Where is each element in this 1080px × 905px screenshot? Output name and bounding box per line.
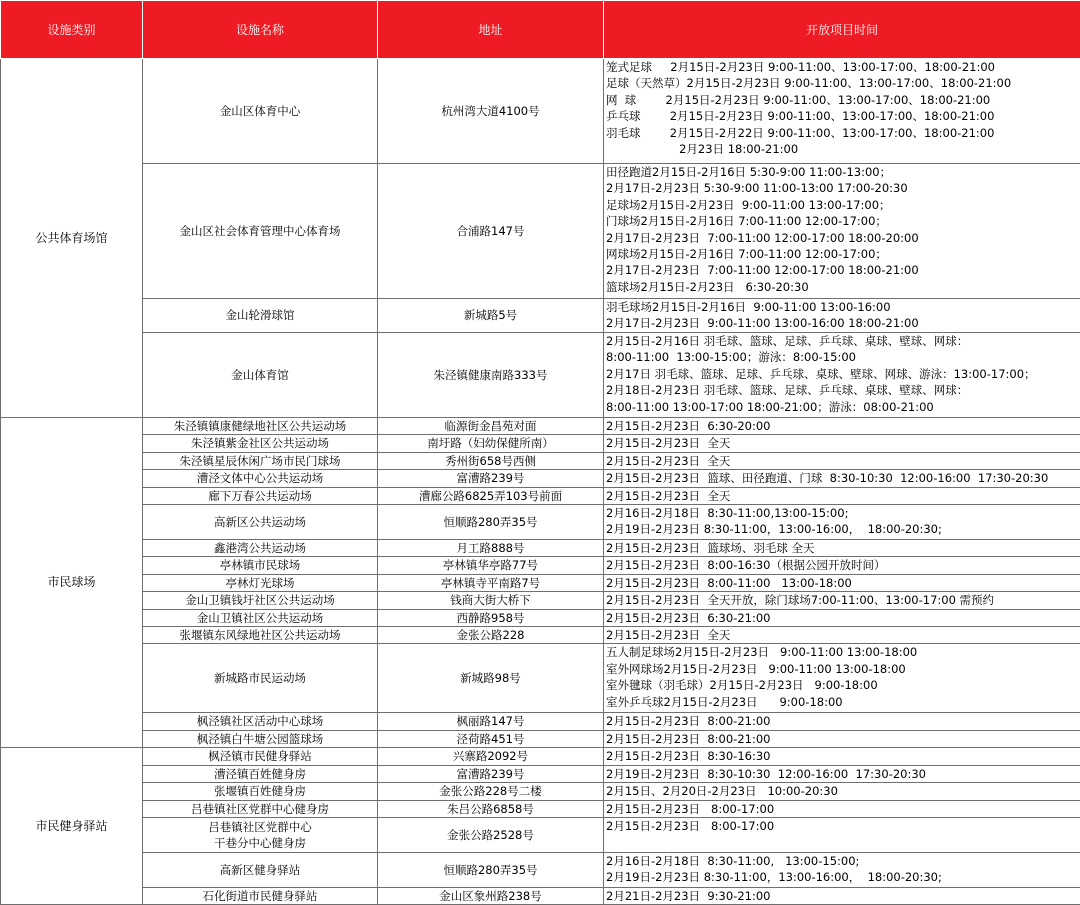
address-cell: 兴寨路2092号 — [378, 748, 604, 765]
category-cell: 公共体育场馆 — [1, 59, 143, 418]
facility-name-cell — [143, 800, 378, 817]
address-cell: 恒顺路280弄35号 — [378, 505, 604, 540]
header-category: 设施类别 — [1, 1, 143, 59]
time-line: 2月15日-2月23日 全天开放，除门球场7:00-11:00、13:00-17:00 需预约 — [606, 592, 1080, 608]
facility-name-cell — [143, 887, 378, 904]
facility-name-cell — [143, 574, 378, 591]
table-row — [1, 852, 1080, 887]
facility-name-cell — [143, 817, 378, 852]
open-time-cell — [604, 609, 1080, 626]
table-row — [1, 557, 1080, 574]
time-line: 2月16日-2月18日 8:30-11:00,13:00-15:00; — [606, 505, 1080, 521]
category-cell: 市民球场 — [1, 418, 143, 748]
time-line: 室外毽球（羽毛球）2月15日-2月23日 9:00-18:00 — [606, 677, 1080, 693]
time-line: 2月15日-2月16日 羽毛球、篮球、足球、乒乓球、桌球、壁球、网球： — [606, 333, 1080, 349]
facility-name-line: 金山区体育中心 — [145, 103, 375, 119]
table-row — [1, 817, 1080, 852]
open-time-cell — [604, 418, 1080, 435]
time-line: 羽毛球场2月15日-2月16日 9:00-11:00 13:00-16:00 — [606, 299, 1080, 315]
time-line: 2月19日-2月23日 8:30-10:30 12:00-16:00 17:30-20:30 — [606, 766, 1080, 782]
facility-name-cell — [143, 783, 378, 800]
address-cell: 新城路5号 — [378, 299, 604, 333]
address-cell: 亭林镇华亭路77号 — [378, 557, 604, 574]
facility-name-line: 漕泾镇百姓健身房 — [145, 766, 375, 782]
time-line: 2月21日-2月23日 9:30-21:00 — [606, 888, 1080, 904]
time-line: 2月15日-2月23日 6:30-20:00 — [606, 418, 1080, 434]
open-time-cell — [604, 574, 1080, 591]
facility-name-cell — [143, 333, 378, 418]
time-line: 2月15日-2月23日 8:00-11:00 13:00-18:00 — [606, 575, 1080, 591]
time-line: 2月15日-2月23日 6:30-21:00 — [606, 610, 1080, 626]
address-cell: 合浦路147号 — [378, 164, 604, 299]
time-line: 羽毛球 2月15日-2月22日 9:00-11:00、13:00-17:00、18:00-21:00 — [606, 125, 1080, 141]
header-facility-name: 设施名称 — [143, 1, 378, 59]
time-line: 田径跑道2月15日-2月16日 5:30-9:00 11:00-13:00； — [606, 164, 1080, 180]
open-time-cell — [604, 333, 1080, 418]
time-line: 2月18日-2月23日 羽毛球、篮球、足球、乒乓球、桌球、壁球、网球： — [606, 382, 1080, 398]
facility-name-cell — [143, 730, 378, 747]
facility-name-line: 吕巷镇社区党群中心 — [145, 819, 375, 835]
time-line: 2月15日、2月20日-2月23日 10:00-20:30 — [606, 783, 1080, 799]
facility-name-line: 金山卫镇社区公共运动场 — [145, 610, 375, 626]
header-address: 地址 — [378, 1, 604, 59]
address-cell: 泾荷路451号 — [378, 730, 604, 747]
facility-name-line: 金山卫镇钱圩社区公共运动场 — [145, 592, 375, 608]
facility-name-cell — [143, 487, 378, 504]
open-time-cell — [604, 748, 1080, 765]
facility-name-cell — [143, 540, 378, 557]
facility-name-line: 金山区社会体育管理中心体育场 — [145, 223, 375, 239]
address-cell: 新城路98号 — [378, 644, 604, 713]
time-line: 2月17日-2月23日 5:30-9:00 11:00-13:00 17:00-20:30 — [606, 180, 1080, 196]
address-cell: 朱吕公路6858号 — [378, 800, 604, 817]
facility-name-cell — [143, 644, 378, 713]
table-row — [1, 627, 1080, 644]
table-row — [1, 765, 1080, 782]
address-cell: 杭州湾大道4100号 — [378, 59, 604, 164]
facility-name-cell — [143, 505, 378, 540]
time-line: 乒乓球 2月15日-2月23日 9:00-11:00、13:00-17:00、18:00-21:00 — [606, 108, 1080, 124]
time-line: 五人制足球场2月15日-2月23日 9:00-11:00 13:00-18:00 — [606, 644, 1080, 660]
time-line: 2月15日-2月23日 全天 — [606, 627, 1080, 643]
facility-name-line: 亭林灯光球场 — [145, 575, 375, 591]
open-time-cell — [604, 887, 1080, 904]
open-time-cell — [604, 487, 1080, 504]
open-time-cell — [604, 435, 1080, 452]
address-cell: 朱泾镇健康南路333号 — [378, 333, 604, 418]
open-time-cell — [604, 540, 1080, 557]
address-cell: 西静路958号 — [378, 609, 604, 626]
facility-name-cell — [143, 59, 378, 164]
table-row — [1, 713, 1080, 730]
open-time-cell — [604, 164, 1080, 299]
facility-name-line: 新城路市民运动场 — [145, 670, 375, 686]
open-time-cell — [604, 730, 1080, 747]
time-line: 2月15日-2月23日 篮球场、羽毛球 全天 — [606, 540, 1080, 556]
time-line: 8:00-11:00 13:00-17:00 18:00-21:00；游泳：08:00-21:00 — [606, 399, 1080, 415]
time-line: 2月15日-2月23日 8:00-21:00 — [606, 713, 1080, 729]
address-cell: 月工路888号 — [378, 540, 604, 557]
table-row — [1, 800, 1080, 817]
table-row — [1, 418, 1080, 435]
facility-name-cell — [143, 609, 378, 626]
time-line: 2月15日-2月23日 篮球、田径跑道、门球 8:30-10:30 12:00-16:00 17:30-20:30 — [606, 470, 1080, 486]
time-line: 2月15日-2月23日 全天 — [606, 453, 1080, 469]
facility-name-line: 石化街道市民健身驿站 — [145, 888, 375, 904]
table-row — [1, 164, 1080, 299]
time-line: 8:00-11:00 13:00-15:00；游泳：8:00-15:00 — [606, 349, 1080, 365]
open-time-cell — [604, 505, 1080, 540]
facility-name-line: 枫泾镇社区活动中心球场 — [145, 713, 375, 729]
table-row — [1, 59, 1080, 164]
address-cell: 秀州街658号西侧 — [378, 452, 604, 469]
facility-name-line: 枫泾镇白牛塘公园篮球场 — [145, 731, 375, 747]
facility-name-line: 吕巷镇社区党群中心健身房 — [145, 801, 375, 817]
time-line: 2月15日-2月23日 全天 — [606, 488, 1080, 504]
time-line: 网球场2月15日-2月16日 7:00-11:00 12:00-17:00； — [606, 246, 1080, 262]
facility-name-cell — [143, 164, 378, 299]
open-time-cell — [604, 557, 1080, 574]
facility-name-cell — [143, 748, 378, 765]
facility-name-line: 金山轮滑球馆 — [145, 307, 375, 323]
time-line: 2月16日-2月18日 8:30-11:00, 13:00-15:00; — [606, 853, 1080, 869]
address-cell: 亭林镇寺平南路7号 — [378, 574, 604, 591]
table-row — [1, 592, 1080, 609]
address-cell: 钱商大街大桥下 — [378, 592, 604, 609]
open-time-cell — [604, 299, 1080, 333]
time-line: 2月17日 羽毛球、篮球、足球、乒乓球、桌球、壁球、网球、游泳：13:00-17:00； — [606, 366, 1080, 382]
open-time-cell — [604, 470, 1080, 487]
time-line: 室外乒乓球2月15日-2月23日 9:00-18:00 — [606, 694, 1080, 710]
facility-name-line: 高新区健身驿站 — [145, 862, 375, 878]
facility-name-line: 金山体育馆 — [145, 367, 375, 383]
time-line: 足球场2月15日-2月23日 9:00-11:00 13:00-17:00； — [606, 197, 1080, 213]
facility-name-cell — [143, 713, 378, 730]
address-cell: 南圩路（妇幼保健所南） — [378, 435, 604, 452]
facility-name-line: 朱泾镇星辰休闲广场市民门球场 — [145, 453, 375, 469]
header-row — [1, 1, 1080, 59]
table-row — [1, 540, 1080, 557]
time-line: 2月15日-2月23日 8:00-17:00 — [606, 801, 1080, 817]
table-row — [1, 487, 1080, 504]
time-line: 2月17日-2月23日 7:00-11:00 12:00-17:00 18:00-20:00 — [606, 230, 1080, 246]
table-row — [1, 505, 1080, 540]
table-row — [1, 783, 1080, 800]
time-line: 2月15日-2月23日 8:00-16:30（根据公园开放时间） — [606, 557, 1080, 573]
facility-name-cell — [143, 470, 378, 487]
address-cell: 漕廊公路6825弄103号前面 — [378, 487, 604, 504]
facility-name-line: 高新区公共运动场 — [145, 514, 375, 530]
facility-name-line: 鑫港湾公共运动场 — [145, 540, 375, 556]
table-row — [1, 435, 1080, 452]
address-cell: 金张公路228号二楼 — [378, 783, 604, 800]
address-cell: 金张公路228 — [378, 627, 604, 644]
open-time-cell — [604, 800, 1080, 817]
category-cell: 市民健身驿站 — [1, 748, 143, 905]
table-row — [1, 644, 1080, 713]
facility-name-line: 漕泾文体中心公共运动场 — [145, 470, 375, 486]
open-time-cell — [604, 713, 1080, 730]
time-line: 2月15日-2月23日 8:30-16:30 — [606, 748, 1080, 764]
time-line: 门球场2月15日-2月16日 7:00-11:00 12:00-17:00； — [606, 213, 1080, 229]
time-line: 2月19日-2月23日 8:30-11:00，13:00-16:00， 18:00-20:30; — [606, 869, 1080, 885]
time-line: 2月17日-2月23日 9:00-11:00 13:00-16:00 18:00-21:00 — [606, 315, 1080, 331]
time-line: 2月23日 18:00-21:00 — [606, 141, 1080, 157]
facility-name-cell — [143, 299, 378, 333]
facility-name-cell — [143, 765, 378, 782]
address-cell: 恒顺路280弄35号 — [378, 852, 604, 887]
facility-name-line: 枫泾镇市民健身驿站 — [145, 748, 375, 764]
facility-name-line: 廊下万春公共运动场 — [145, 488, 375, 504]
open-time-cell — [604, 452, 1080, 469]
facility-name-line: 亭林镇市民球场 — [145, 557, 375, 573]
time-line: 室外网球场2月15日-2月23日 9:00-11:00 13:00-18:00 — [606, 661, 1080, 677]
table-row — [1, 574, 1080, 591]
facility-name-cell — [143, 557, 378, 574]
open-time-cell — [604, 627, 1080, 644]
table-row — [1, 730, 1080, 747]
table-row — [1, 452, 1080, 469]
facility-name-line: 朱泾镇镇康健绿地社区公共运动场 — [145, 418, 375, 434]
time-line: 2月17日-2月23日 7:00-11:00 12:00-17:00 18:00-21:00 — [606, 262, 1080, 278]
facility-name-line: 张堰镇百姓健身房 — [145, 783, 375, 799]
open-time-cell — [604, 783, 1080, 800]
time-line: 篮球场2月15日-2月23日 6:30-20:30 — [606, 279, 1080, 295]
table-body — [1, 59, 1080, 905]
open-time-cell — [604, 817, 1080, 852]
facility-name-line: 张堰镇东风绿地社区公共运动场 — [145, 627, 375, 643]
open-time-cell — [604, 592, 1080, 609]
address-cell: 金山区象州路238号 — [378, 887, 604, 904]
time-line: 笼式足球 2月15日-2月23日 9:00-11:00、13:00-17:00、18:00-21:00 — [606, 59, 1080, 75]
time-line: 2月19日-2月23日 8:30-11:00，13:00-16:00， 18:00-20:30; — [606, 521, 1080, 537]
time-line: 2月15日-2月23日 8:00-21:00 — [606, 731, 1080, 747]
table-row — [1, 609, 1080, 626]
facility-name-cell — [143, 592, 378, 609]
facility-name-line: 朱泾镇紫金社区公共运动场 — [145, 435, 375, 451]
open-time-cell — [604, 765, 1080, 782]
table-row — [1, 748, 1080, 765]
address-cell: 富漕路239号 — [378, 470, 604, 487]
open-time-cell — [604, 59, 1080, 164]
table-row — [1, 299, 1080, 333]
facility-name-cell — [143, 627, 378, 644]
open-time-cell — [604, 852, 1080, 887]
time-line: 2月15日-2月23日 全天 — [606, 435, 1080, 451]
address-cell: 富漕路239号 — [378, 765, 604, 782]
table-row — [1, 470, 1080, 487]
address-cell: 枫丽路147号 — [378, 713, 604, 730]
facility-name-cell — [143, 852, 378, 887]
header-open-time: 开放项目时间 — [604, 1, 1080, 59]
time-line: 网 球 2月15日-2月23日 9:00-11:00、13:00-17:00、18:00-21:00 — [606, 92, 1080, 108]
facility-name-cell — [143, 418, 378, 435]
facility-name-line: 干巷分中心健身房 — [145, 835, 375, 851]
open-time-cell — [604, 644, 1080, 713]
time-line: 2月15日-2月23日 8:00-17:00 — [606, 818, 1080, 834]
time-line: 足球（天然草）2月15日-2月23日 9:00-11:00、13:00-17:00、18:00-21:00 — [606, 75, 1080, 91]
table-row — [1, 333, 1080, 418]
address-cell: 临源街金昌苑对面 — [378, 418, 604, 435]
address-cell: 金张公路2528号 — [378, 817, 604, 852]
facility-name-cell — [143, 435, 378, 452]
table-row — [1, 887, 1080, 904]
facility-name-cell — [143, 452, 378, 469]
